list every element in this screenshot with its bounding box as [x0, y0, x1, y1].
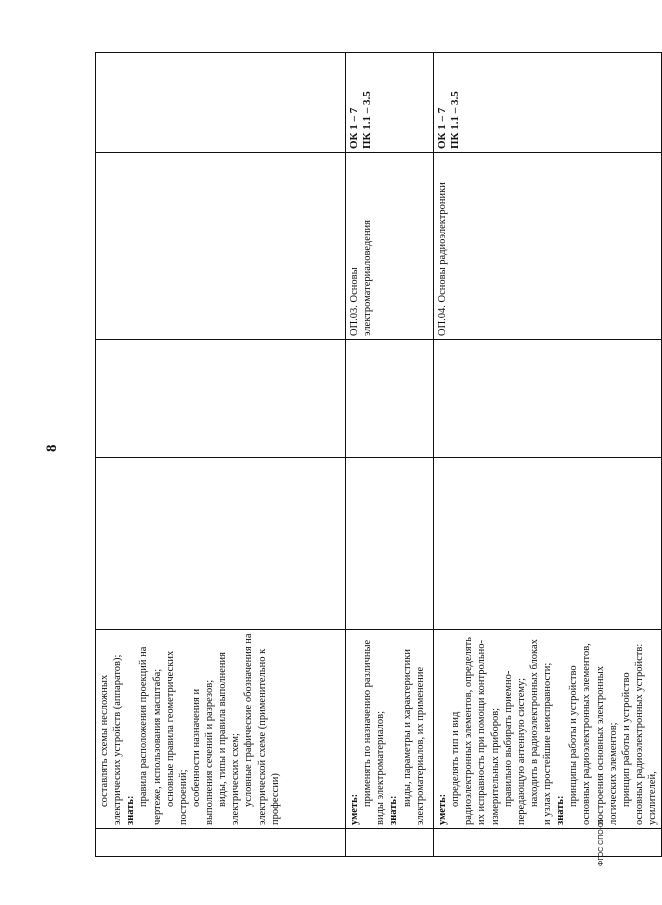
codes-cell — [96, 53, 346, 153]
section-heading: знать: — [125, 795, 137, 825]
content-line: принципы работы и устройство основных радиоэлектронных элементов, построения основных электронных логических элементов; — [568, 643, 619, 825]
competency-table — [95, 52, 662, 857]
codes-cell: ОК 1 – 7 ПК 1.1 – 3.5 — [346, 53, 434, 153]
index-cell — [434, 829, 662, 857]
content-line: особенности назначения и выполнения сечений и разрезов; — [190, 679, 215, 825]
hours-cell — [96, 340, 346, 458]
hours-cell — [96, 458, 346, 630]
content-text — [348, 633, 427, 825]
content-cell — [346, 630, 434, 829]
section-heading: уметь: — [349, 793, 360, 825]
content-text — [436, 633, 659, 825]
content-line: условные графические обозначения на электрической схеме (применительно к профессии) — [243, 633, 281, 825]
content-cell — [434, 630, 662, 829]
footer-code: ФГОС СПО-06 — [598, 819, 605, 866]
content-text — [98, 633, 282, 825]
page-number: 8 — [44, 444, 60, 452]
discipline-cell: ОП.03. Основы электроматериаловедения — [346, 153, 434, 340]
content-line: виды, типы и правила выполнения электрических схем; — [217, 652, 242, 825]
section-heading: знать: — [388, 795, 400, 825]
content-line: принцип работы и устройство основных радиоэлектронных устройств: усилителей, — [620, 643, 658, 825]
discipline-cell — [96, 153, 346, 340]
discipline-cell: ОП.04. Основы радиоэлектроники — [434, 153, 662, 340]
index-cell — [96, 829, 346, 857]
section-heading: уметь: — [437, 793, 448, 825]
hours-cell — [434, 458, 662, 630]
content-line: правила расположения проекций на чертеже, использования масштаба; — [138, 646, 163, 825]
codes-cell: ОК 1 – 7 ПК 1.1 – 3.5 — [434, 53, 662, 153]
hours-cell — [346, 340, 434, 458]
content-line: применять по назначению различные виды электроматериалов; — [362, 639, 387, 825]
hours-cell — [346, 458, 434, 630]
table-row — [346, 53, 434, 857]
section-heading: знать: — [555, 795, 567, 825]
content-line: виды, параметры и характеристики электроматериалов, их применение — [401, 649, 426, 825]
content-line: находить в радиоэлектронных блоках и узлах простейшие неисправности; — [528, 639, 553, 825]
content-line: правильно выбирать приемно-передающую антенную систему; — [502, 670, 527, 825]
hours-cell — [434, 340, 662, 458]
table-row — [96, 53, 346, 857]
content-line: основные правила геометрических построений; — [164, 650, 189, 825]
content-cell — [96, 630, 346, 829]
content-line: определять тип и вид радиоэлектронных элементов, определять их исправность при помощи контрольно-измерительных приборов; — [450, 637, 501, 825]
content-line: составлять схемы несложных электрических устройств (аппаратов); — [99, 654, 124, 825]
index-cell — [346, 829, 434, 857]
table-row — [434, 53, 662, 857]
